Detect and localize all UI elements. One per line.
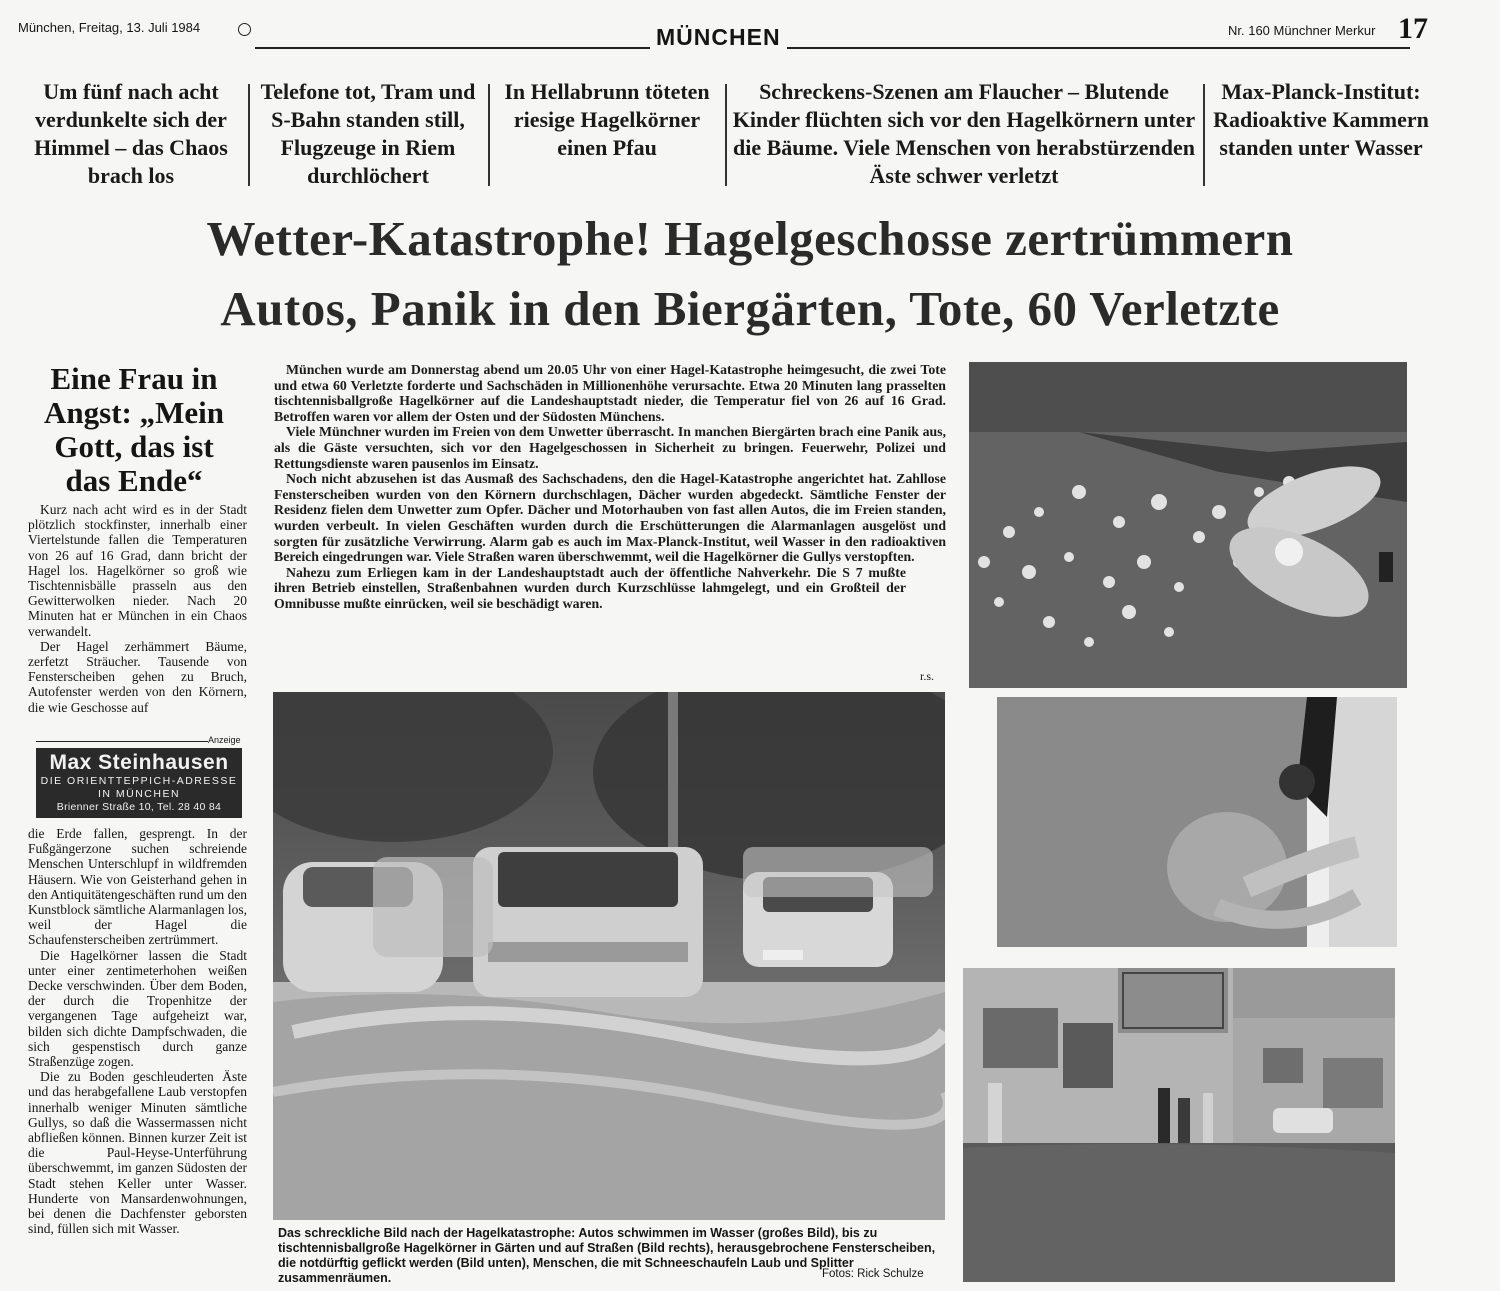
- page-number: 17: [1398, 12, 1428, 45]
- teaser-divider: [488, 84, 490, 186]
- side-article-title: [20, 362, 248, 498]
- side-paragraph: Kurz nach acht wird es in der Stadt plötzlich stockfinster, innerhalb einer Viertelstunde fallen die Temperaturen von 26 auf 16 Grad, dann bricht der Hagel los. Hagelkörner so groß wie Tischtennisbälle prasseln aus den Gewitterwolken nieder. Nach 20 Minuten hat er München in ein Chaos verwandelt.: [28, 502, 247, 639]
- side-article-body-top: [28, 502, 247, 715]
- ad-tagline: DIE ORIENTTEPPICH-ADRESSE: [40, 775, 238, 787]
- author-signature: r.s.: [920, 669, 935, 683]
- photo-flooded-street: [273, 692, 945, 1220]
- photo-street-cleanup: [963, 968, 1395, 1282]
- side-article-body-bottom: [28, 826, 247, 1291]
- photo-hailstones: [969, 362, 1407, 688]
- teaser-5: Max-Planck-Institut: Radioaktive Kammern standen unter Wasser: [1213, 79, 1429, 160]
- side-paragraph: Die Hagelkörner lassen die Stadt unter einer zentimeterhohen weißen Decke verschwinden. Über dem Boden, der durch die Tropenhitze der vergangenen Tage aufgeheizt war, bilden sich dichte Dampfschwaden, die sich gespenstisch durch ganze Straßenzüge zogen.: [28, 947, 247, 1070]
- side-paragraph: Die zu Boden geschleuderten Äste und das herabgefallene Laub verstopfen innerhalb weniger Minuten sämtliche Gullys, so daß die Wassermassen nicht abfließen können. Binnen kurzer Zeit ist die Paul-Heyse-Unterführung überschwemmt, im ganzen Südosten der Stadt stehen Keller unter Wasser. Hunderte von Mansardenwohnungen, bei denen die Dachfenster geborsten sind, füllen sich mit Wasser.: [28, 1069, 247, 1237]
- section-title: MÜNCHEN: [650, 24, 787, 51]
- advertisement: [36, 748, 242, 818]
- teaser-1: Um fünf nach acht verdunkelte sich der Himmel – das Chaos brach los: [34, 79, 228, 188]
- issue-date: München, Freitag, 13. Juli 1984: [18, 20, 201, 35]
- photo-credit: Fotos: Rick Schulze: [822, 1268, 924, 1280]
- circle-mark-icon: [238, 23, 251, 36]
- ad-address: Brienner Straße 10, Tel. 28 40 84: [56, 801, 222, 813]
- headline-line-2: Autos, Panik in den Biergärten, Tote, 60 Verletzte: [220, 281, 1280, 336]
- teaser-2: Telefone tot, Tram und S-Bahn standen still, Flugzeuge in Riem durchlöchert: [260, 79, 476, 188]
- ad-name: Max Steinhausen: [49, 751, 229, 774]
- side-paragraph: Der Hagel zerhämmert Bäume, zerfetzt Sträucher. Tausende von Fensterscheiben gehen zu Bruch, Autofenster werden von den Körnern, die wie Geschosse auf: [28, 638, 247, 715]
- headline-line-1: Wetter-Katastrophe! Hagelgeschosse zertrümmern: [206, 211, 1294, 266]
- teaser-divider: [725, 84, 727, 186]
- ad-label: Anzeige: [208, 735, 241, 745]
- side-title-line: Eine Frau in: [50, 361, 218, 396]
- teaser-4: Schreckens-Szenen am Flaucher – Blutende Kinder flüchten sich vor den Hagelkörnern unter die Bäume. Viele Menschen von herabstürzenden Äste schwer verletzt: [732, 79, 1196, 188]
- teaser-divider: [1203, 84, 1205, 186]
- header-rule: [255, 47, 1410, 49]
- main-paragraph: Noch nicht abzusehen ist das Ausmaß des Sachschadens, den die Hagel-Katastrophe angerichtet hat. Zahllose Fensterscheiben wurden von den Körnern durchschlagen, Dächer wurden abgedeckt. Sämtliche Fenster der Residenz fielen dem Unwetter zum Opfer. Dächer und Motorhauben von fast allen Autos, die im Freien standen, wurden verbeult. In vielen Geschäften wurden durch die Erschütterungen die Alarmanlagen ausgelöst und sorgten für zusätzliche Verwirrung. Alarm gab es auch im Max-Planck-Institut, weil Wasser in den radioaktiven Bereich eingedrungen war. Viele Straßen waren überschwemmt, weil die Hagelkörner die Gullys verstopften.: [274, 471, 946, 565]
- side-title-line: Gott, das ist: [54, 429, 214, 464]
- teaser-divider: [248, 84, 250, 186]
- issue-number: Nr. 160 Münchner Merkur: [1228, 23, 1376, 38]
- ad-city: IN MÜNCHEN: [97, 788, 181, 800]
- side-title-line: Angst: „Mein: [44, 395, 224, 430]
- teaser-3: In Hellabrunn töteten riesige Hagelkörner einen Pfau: [504, 79, 710, 160]
- ad-rule: [36, 741, 208, 742]
- main-paragraph: Viele Münchner wurden im Freien von dem Unwetter überrascht. In manchen Biergärten brach eine Panik aus, als die Gäste versuchten, sich vor den Hagelgeschossen in Sicherheit zu bringen. Feuerwehr, Polizei und Rettungsdienste waren pausenlos im Einsatz.: [274, 424, 946, 471]
- main-paragraph: Nahezu zum Erliegen kam in der Landeshauptstadt auch der öffentliche Nahverkehr. Die S 7 mußte ihren Betrieb einstellen, Straßenbahnen wurden durch Kurzschlüsse lahmgelegt, und ein Großteil der Omnibusse mußte einrücken, weil sie beschädigt waren.: [274, 564, 906, 611]
- photo-caption: Das schreckliche Bild nach der Hagelkatastrophe: Autos schwimmen im Wasser (großes Bild), bis zu tischtennisballgroße Hagelkörner in Gärten und auf Straßen (Bild rechts), herausgebrochene Fensterscheiben, die notdürftig geflickt werden (Bild unten), Menschen, die mit Schneeschaufeln Laub und Splitter zusammenräumen.: [278, 1226, 936, 1285]
- main-article: [274, 362, 946, 612]
- main-paragraph: München wurde am Donnerstag abend um 20.05 Uhr von einer Hagel-Katastrophe heimgesucht, die zwei Tote und etwa 60 Verletzte forderte und Sachschäden in Millionenhöhe verursachte. Etwa 20 Minuten lang prasselten tischtennisballgroße Hagelkörner auf die Landeshauptstadt nieder, die Temperatur fiel von 26 auf 16 Grad. Betroffen waren vor allem der Osten und der Südosten Münchens.: [274, 362, 946, 424]
- photo-broken-window: [997, 697, 1397, 947]
- side-title-line: das Ende“: [65, 463, 203, 498]
- side-paragraph: die Erde fallen, gesprengt. In der Fußgängerzone suchen schreiende Menschen Unterschlupf in wildfremden Häusern. Wie von Geisterhand gehen in den Antiquitätengeschäften rund um den Kunstblock sämtliche Alarmanlagen los, weil der Hagel die Schaufensterscheiben zertrümmert.: [28, 826, 247, 948]
